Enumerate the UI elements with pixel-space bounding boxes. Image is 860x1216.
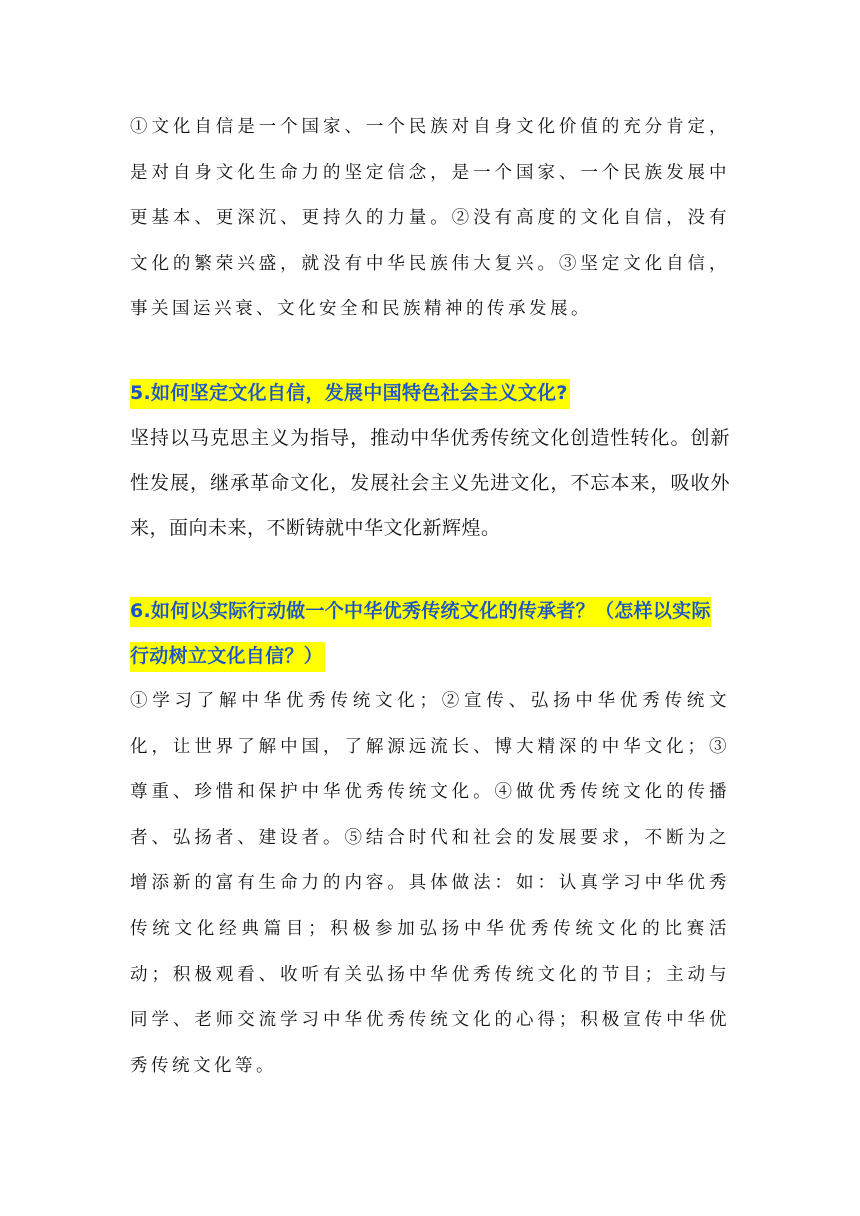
question-5-heading-text: 5.如何坚定文化自信，发展中国特色社会主义文化?	[130, 379, 570, 409]
question-6-heading-text: 6.如何以实际行动做一个中华优秀传统文化的传承者？（怎样以实际行动树立文化自信？）	[130, 597, 711, 672]
question-5-answer: 坚持以马克思主义为指导，推动中华优秀传统文化创造性转化。创新性发展，继承革命文化，发展社会主义先进文化，不忘本来，吸收外来，面向未来，不断铸就中华文化新辉煌。	[130, 426, 730, 539]
question-6-answer: ①学习了解中华优秀传统文化；②宣传、弘扬中华优秀传统文化，让世界了解中国，了解源远流长、博大精深的中华文化；③尊重、珍惜和保护中华优秀传统文化。④做优秀传统文化的传播者、弘扬者、建设者。⑤结合时代和社会的发展要求，不断为之增添新的富有生命力的内容。具体做法：如：认真学习中华优秀传统文化经典篇目；积极参加弘扬中华优秀传统文化的比赛活动；积极观看、收听有关弘扬中华优秀传统文化的节目；主动与同学、老师交流学习中华优秀传统文化的心得；积极宣传中华优秀传统文化等。	[130, 690, 730, 1076]
document-page	[130, 105, 730, 1089]
question-6-heading	[130, 589, 730, 679]
question-5-heading	[130, 371, 730, 416]
intro-paragraph: ①文化自信是一个国家、一个民族对自身文化价值的充分肯定，是对自身文化生命力的坚定信念，是一个国家、一个民族发展中更基本、更深沉、更持久的力量。②没有高度的文化自信，没有文化的繁荣兴盛，就没有中华民族伟大复兴。③坚定文化自信，事关国运兴衰、文化安全和民族精神的传承发展。	[130, 117, 730, 320]
